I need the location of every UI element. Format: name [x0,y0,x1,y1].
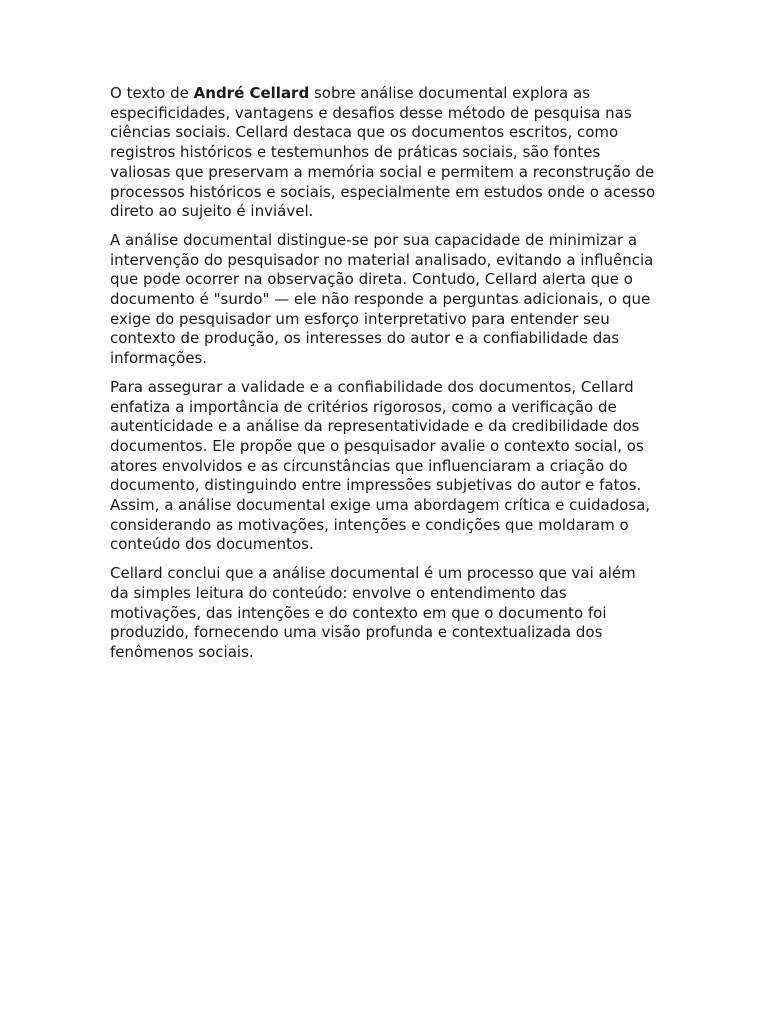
paragraph-2: A análise documental distingue-se por sua capacidade de minimizar a intervenção do pesquisador no material analisado, evitando a influência que pode ocorrer na observação direta. Contudo, Cellard alerta que o documento é "surdo" — ele não responde a perguntas adicionais, o que exige do pesquisador um esforço interpretativo para entender seu contexto de produção, os interesses do autor e a confiabilidade das informações. [110,230,654,368]
paragraph-intro [110,84,658,222]
paragraph-intro-lead: O texto de [110,84,194,102]
author-name: André Cellard [193,84,310,102]
paragraph-3: Para assegurar a validade e a confiabilidade dos documentos, Cellard enfatiza a importância de critérios rigorosos, como a verificação de autenticidade e a análise da representatividade e da credibilidade dos documentos. Ele propõe que o pesquisador avalie o contexto social, os atores envolvidos e as circunstâncias que influenciaram a criação do documento, distinguindo entre impressões subjetivas do autor e fatos. Assim, a análise documental exige uma abordagem crítica e cuidadosa, considerando as motivações, intenções e condições que moldaram o conteúdo dos documentos. [110,377,651,554]
paragraph-4: Cellard conclui que a análise documental é um processo que vai além da simples leitura do conteúdo: envolve o entendimento das motivações, das intenções e do contexto em que o documento foi produzido, fornecendo uma visão profunda e contextualizada dos fenômenos sociais. [110,564,636,661]
document-page [110,84,658,672]
paragraph-intro-text: sobre análise documental explora as especificidades, vantagens e desafios desse método de pesquisa nas ciências sociais. Cellard destaca que os documentos escritos, como registros históricos e testemunhos de práticas sociais, são fontes valiosas que preservam a memória social e permitem a reconstrução de processos históricos e sociais, especialmente em estudos onde o acesso direto ao sujeito é inviável. [110,84,656,221]
